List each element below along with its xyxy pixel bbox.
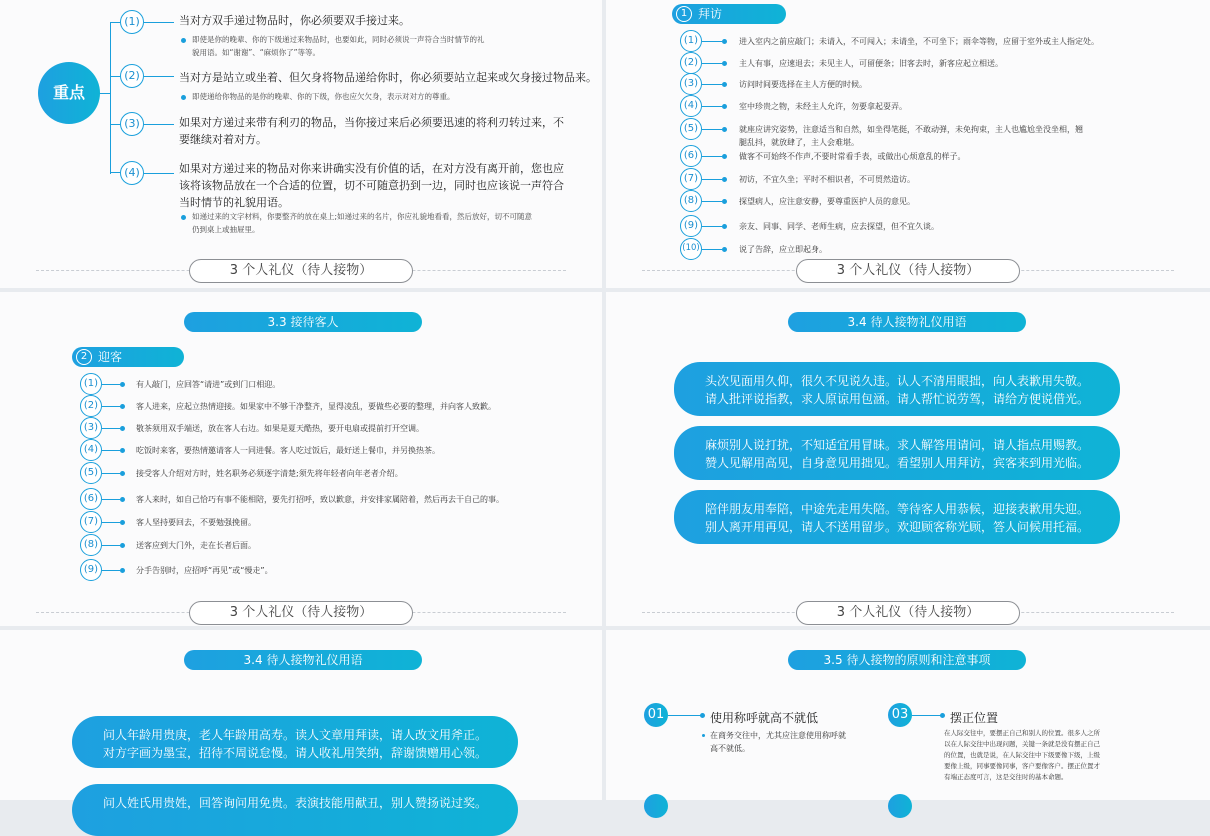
footer xyxy=(642,605,1174,620)
item-number: (5) xyxy=(80,462,102,484)
connector xyxy=(702,226,722,227)
connector xyxy=(102,473,120,474)
item-number: (8) xyxy=(80,534,102,556)
tag-number: 2 xyxy=(76,349,92,365)
bullet xyxy=(700,713,705,718)
phrase-block xyxy=(72,716,518,768)
item-text: 做客不可始终不作声,不要时常看手表，或做出心烦意乱的样子。 xyxy=(739,152,966,161)
slide-courtesy-phrases-2 xyxy=(0,630,602,810)
bullet xyxy=(722,61,727,66)
connector xyxy=(912,715,942,716)
bullet xyxy=(722,199,727,204)
footer-pill: 3 个人礼仪（待人接物） xyxy=(796,601,1020,625)
bullet xyxy=(120,520,125,525)
item-subtext: 如递过来的文字材料，你要整齐的放在桌上;如递过来的名片，你应礼貌地看看，然后放好，切不可随意 xyxy=(192,212,533,221)
item-text: 访问时间要选择在主人方便的时候。 xyxy=(739,80,867,89)
bullet xyxy=(120,471,125,476)
slide-courtesy-phrases xyxy=(606,292,1210,626)
item-subtext: 即使是你的晚辈、你的下级递过来物品时，也要如此，同时必须说一声符合当时情节的礼 xyxy=(192,35,485,44)
item-text: 客人进来，应起立热情迎接。如果家中不够干净整齐，显得凌乱，要做些必要的整理，并向客人致歉。 xyxy=(136,402,496,411)
principle-number-partial xyxy=(888,794,912,818)
phrase-line: 别人离开用再见，请人不送用留步。欢迎顾客称光顾，答人问候用托福。 xyxy=(704,520,1089,534)
slide-visiting xyxy=(606,0,1210,288)
item-text: 室中珍贵之物，未经主人允许，勿要拿起耍弄。 xyxy=(739,102,907,111)
bullet xyxy=(722,154,727,159)
item-text: 送客应到大门外，走在长者后面。 xyxy=(136,541,256,550)
phrase-line: 赞人见解用高见，自身意见用拙见。看望别人用拜访，宾客来到用光临。 xyxy=(704,456,1089,470)
connector xyxy=(102,545,120,546)
item-subtext: 貌用语。如“谢谢”、“麻烦你了”等等。 xyxy=(192,48,321,57)
principle-number-partial xyxy=(644,794,668,818)
principle-body: 在商务交往中，尤其应注意使用称呼就 xyxy=(710,731,846,740)
slide-title: 3.3 接待客人 xyxy=(184,312,422,332)
connector xyxy=(102,499,120,500)
bullet xyxy=(722,177,727,182)
section-tag xyxy=(72,347,184,367)
phrase-line: 对方字画为墨宝，招待不周说怠慢。请人收礼用笑纳，辞谢馈赠用心领。 xyxy=(102,746,487,760)
item-number: (10) xyxy=(680,238,702,260)
connector xyxy=(144,173,174,174)
bullet xyxy=(181,215,186,220)
item-number: (6) xyxy=(680,145,702,167)
connector xyxy=(110,124,120,125)
bullet xyxy=(722,224,727,229)
item-subtext: 即使递给你物品的是你的晚辈、你的下级，你也应欠欠身，表示对对方的尊重。 xyxy=(192,92,455,101)
item-number: (5) xyxy=(680,118,702,140)
connector xyxy=(102,406,120,407)
item-number: (1) xyxy=(120,10,144,34)
slide-title: 3.4 待人接物礼仪用语 xyxy=(788,312,1026,332)
connector xyxy=(110,76,120,77)
item-text: 当对方是站立或坐着、但欠身将物品递给你时，你必须要站立起来或欠身接过物品来。 xyxy=(179,71,597,84)
bullet xyxy=(120,448,125,453)
principle-body: 要像上级，同事要像同事，客户要像客户。摆正位置才 xyxy=(944,762,1100,770)
connector xyxy=(702,106,722,107)
item-number: (2) xyxy=(680,52,702,74)
item-text: 亲友、同事、同学、老师生病，应去探望，但不宜久谈。 xyxy=(739,222,939,231)
connector xyxy=(110,22,120,23)
item-subtext: 仍到桌上或抽屉里。 xyxy=(192,225,260,234)
footer-pill: 3 个人礼仪（待人接物） xyxy=(189,601,413,625)
phrase-block xyxy=(674,490,1120,544)
connector xyxy=(702,249,722,250)
phrase-block xyxy=(674,426,1120,480)
bracket-line xyxy=(110,22,111,172)
item-number: (4) xyxy=(680,95,702,117)
connector xyxy=(144,76,174,77)
item-text: 如果对方递过来带有利刃的物品，当你接过来后必须要迅速的将利刃转过来，不要继续对着对方。 xyxy=(179,116,564,146)
item-text: 敬茶须用双手端送，放在客人右边。如果是夏天酷热，要开电扇或提前打开空调。 xyxy=(136,424,424,433)
item-text: 如果对方递过来的物品对你来讲确实没有价值的话，在对方没有离开前，您也应该将该物品放在一个合适的位置，切不可随意扔到一边，同时也应该说一声符合当时情节的礼貌用语。 xyxy=(179,162,564,209)
bullet xyxy=(722,127,727,132)
item-number: (3) xyxy=(80,417,102,439)
connector xyxy=(102,428,120,429)
phrase-line: 请人批评说指教，求人原谅用包涵。请人帮忙说劳驾，请给方便说借光。 xyxy=(704,392,1089,406)
item-number: (7) xyxy=(80,511,102,533)
principle-heading: 使用称呼就高不就低 xyxy=(710,711,819,725)
phrase-line: 问人姓氏用贵姓，回答询问用免贵。表演技能用献丑，别人赞扬说过奖。 xyxy=(102,796,487,810)
item-number: (7) xyxy=(680,168,702,190)
connector xyxy=(702,84,722,85)
bullet xyxy=(181,95,186,100)
item-text: 腿乱抖，就放肆了，主人会难堪。 xyxy=(739,138,859,147)
bullet xyxy=(120,568,125,573)
item-number: (8) xyxy=(680,190,702,212)
connector xyxy=(144,22,174,23)
bullet xyxy=(722,82,727,87)
item-number: (9) xyxy=(80,559,102,581)
item-number: (1) xyxy=(80,373,102,395)
phrase-line: 问人年龄用贵庚，老人年龄用高寿。读人文章用拜读，请人改文用斧正。 xyxy=(102,728,487,742)
bullet xyxy=(120,426,125,431)
bullet xyxy=(120,382,125,387)
item-number: (6) xyxy=(80,488,102,510)
item-number: (2) xyxy=(120,64,144,88)
principle-body: 高不就低。 xyxy=(710,744,750,753)
footer-pill: 3 个人礼仪（待人接物） xyxy=(189,259,413,283)
connector xyxy=(702,201,722,202)
connector xyxy=(668,715,702,716)
connector xyxy=(144,124,174,125)
principle-body: 以在人际交往中出现问题，关键一条就是没有摆正自己 xyxy=(944,740,1100,748)
bullet xyxy=(181,38,186,43)
item-text: 吃饭时来客，要热情邀请客人一同进餐。客人吃过饭后，最好送上餐巾，并另换热茶。 xyxy=(136,446,440,455)
item-text: 就座应讲究姿势，注意适当和自然，如坐得笔挺，不敢动弹，未免拘束，主人也尴尬坐没坐相，翘 xyxy=(739,125,1083,134)
phrase-block xyxy=(674,362,1120,416)
footer-pill: 3 个人礼仪（待人接物） xyxy=(796,259,1020,283)
item-number: (4) xyxy=(120,161,144,185)
item-number: (3) xyxy=(680,73,702,95)
key-badge: 重点 xyxy=(38,62,100,124)
principle-body: 的位置，也就是说，在人际交往中下级要像下级，上级 xyxy=(944,751,1100,759)
connector xyxy=(702,179,722,180)
phrase-line: 头次见面用久仰，很久不见说久违。认人不清用眼拙，向人表歉用失敬。 xyxy=(704,374,1089,388)
slide-principles xyxy=(606,630,1210,800)
item-text: 初访，不宜久坐；平时不相识者，不可贸然造访。 xyxy=(739,175,915,184)
principle-body: 有端正态度可言，这是交往时的基本命题。 xyxy=(944,773,1068,781)
item-text: 探望病人，应注意安静，要尊重医护人员的意见。 xyxy=(739,197,915,206)
connector xyxy=(702,41,722,42)
connector xyxy=(102,570,120,571)
slide-title: 3.4 待人接物礼仪用语 xyxy=(184,650,422,670)
bullet xyxy=(120,543,125,548)
phrase-block xyxy=(72,784,518,836)
item-text: 客人来时，如自己恰巧有事不能相陪，要先打招呼，致以歉意，并安排家属陪着，然后再去干自己的事。 xyxy=(136,495,504,504)
bullet xyxy=(120,404,125,409)
bullet xyxy=(702,734,705,737)
tag-label: 迎客 xyxy=(98,350,123,364)
footer xyxy=(36,605,566,620)
bullet xyxy=(722,247,727,252)
item-text: 当对方双手递过物品时，你必须要双手接过来。 xyxy=(179,14,410,27)
connector xyxy=(702,156,722,157)
bullet xyxy=(722,104,727,109)
item-text: 客人坚持要回去，不要勉强挽留。 xyxy=(136,518,256,527)
principle-number: 01 xyxy=(644,703,668,727)
principle-body: 在人际交往中，要摆正自己和别人的位置。很多人之所 xyxy=(944,729,1100,737)
connector xyxy=(102,384,120,385)
connector xyxy=(102,450,120,451)
item-text: 接受客人介绍对方时，姓名职务必须逐字清楚;须先将年轻者向年老者介绍。 xyxy=(136,469,403,478)
principle-number: 03 xyxy=(888,703,912,727)
tag-number: 1 xyxy=(676,6,692,22)
phrase-line: 麻烦别人说打扰，不知适宜用冒昧。求人解答用请问，请人指点用赐教。 xyxy=(704,438,1089,452)
principle-heading: 摆正位置 xyxy=(950,711,999,725)
item-number: (9) xyxy=(680,215,702,237)
slide-key-points xyxy=(0,0,602,288)
item-text: 分手告别时，应招呼“再见”或“慢走”。 xyxy=(136,566,273,575)
connector xyxy=(702,63,722,64)
phrase-line: 陪伴朋友用奉陪，中途先走用失陪。等待客人用恭候，迎接表歉用失迎。 xyxy=(704,502,1089,516)
item-text: 进入室内之前应敲门；未请入，不可闯入；未请坐，不可坐下；雨伞等物，应留于室外或主人指定处。 xyxy=(739,37,1099,46)
item-text: 说了告辞，应立即起身。 xyxy=(739,245,827,254)
bullet xyxy=(722,39,727,44)
item-number: (3) xyxy=(120,112,144,136)
connector xyxy=(702,129,722,130)
footer xyxy=(36,263,566,278)
item-text: 主人有事，应速退去；未见主人，可留便条；旧客去时，新客应起立相送。 xyxy=(739,59,1003,68)
item-text: 有人敲门，应回答“请进”或到门口相迎。 xyxy=(136,380,281,389)
section-tag xyxy=(672,4,786,24)
item-number: (4) xyxy=(80,439,102,461)
connector xyxy=(110,172,120,173)
slide-receiving-guests xyxy=(0,292,602,626)
bullet xyxy=(120,497,125,502)
connector xyxy=(102,522,120,523)
footer xyxy=(642,263,1174,278)
slide-title: 3.5 待人接物的原则和注意事项 xyxy=(788,650,1026,670)
bullet xyxy=(940,713,945,718)
item-number: (2) xyxy=(80,395,102,417)
item-number: (1) xyxy=(680,30,702,52)
tag-label: 拜访 xyxy=(698,7,723,21)
